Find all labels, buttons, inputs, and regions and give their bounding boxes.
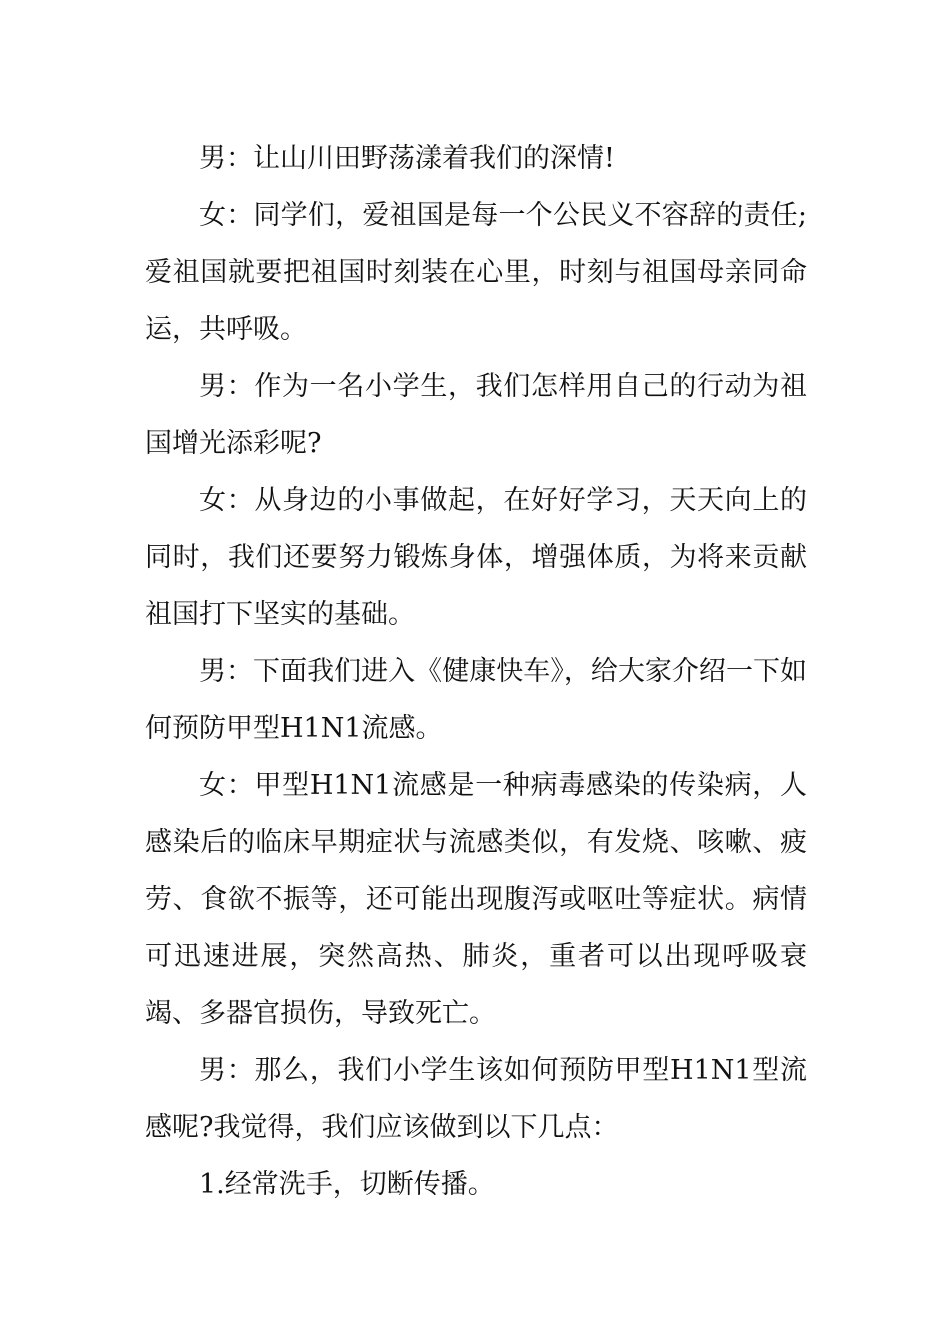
paragraph-4: 女：从身边的小事做起，在好好学习，天天向上的同时，我们还要努力锻炼身体，增强体质，为将来贡献祖国打下坚实的基础。 [145, 485, 807, 630]
paragraph-7: 男：那么，我们小学生该如何预防甲型H1N1型流感呢?我觉得，我们应该做到以下几点： [145, 1055, 807, 1143]
paragraph-2: 女：同学们，爱祖国是每一个公民义不容辞的责任;爱祖国就要把祖国时刻装在心里，时刻与祖国母亲同命运，共呼吸。 [145, 200, 807, 345]
paragraph-5: 男：下面我们进入《健康快车》，给大家介绍一下如何预防甲型H1N1流感。 [145, 656, 807, 744]
paragraph-6: 女：甲型H1N1流感是一种病毒感染的传染病，人感染后的临床早期症状与流感类似，有发烧、咳嗽、疲劳、食欲不振等，还可能出现腹泻或呕吐等症状。病情可迅速进展，突然高热、肺炎，重者可以出现呼吸衰竭、多器官损伤，导致死亡。 [145, 770, 807, 1029]
paragraph-8: 1.经常洗手，切断传播。 [199, 1169, 495, 1200]
paragraph-3: 男：作为一名小学生，我们怎样用自己的行动为祖国增光添彩呢? [145, 371, 807, 459]
paragraph-1: 男：让山川田野荡漾着我们的深情! [199, 143, 615, 174]
